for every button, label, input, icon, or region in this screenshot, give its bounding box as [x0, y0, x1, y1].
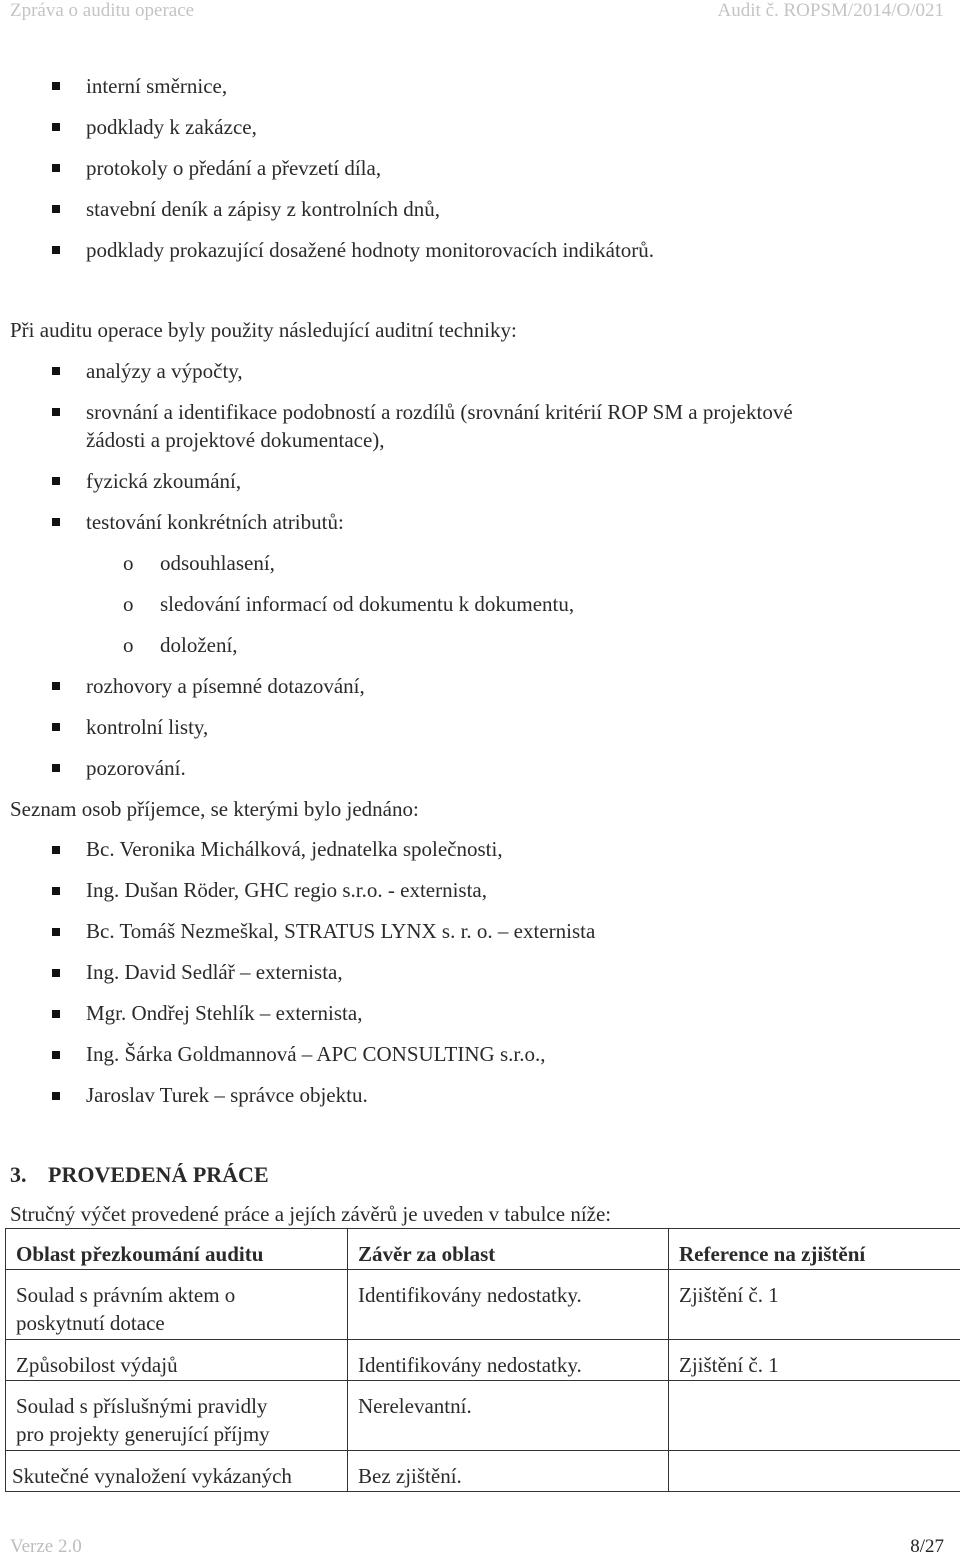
bullet-square-icon [52, 82, 60, 90]
header-audit-number: Audit č. ROPSM/2014/O/021 [718, 0, 944, 22]
sub-list-item: odsouhlasení, [160, 549, 275, 578]
table-cell-area [6, 1270, 348, 1340]
footer-page-number: 8/27 [910, 1536, 944, 1558]
table-row [6, 1451, 960, 1492]
techniques-intro: Při auditu operace byly použity následující auditní techniky: [10, 316, 517, 345]
list-item: Jaroslav Turek – správce objektu. [86, 1081, 368, 1110]
bullet-square-icon [52, 164, 60, 172]
bullet-square-icon [52, 123, 60, 131]
bullet-square-icon [52, 408, 60, 416]
bullet-square-icon [52, 928, 60, 936]
sub-bullet-marker: o [123, 590, 134, 619]
persons-intro: Seznam osob příjemce, se kterými bylo jednáno: [10, 795, 419, 824]
table-cell-reference [669, 1451, 960, 1492]
bullet-square-icon [52, 682, 60, 690]
list-item: Mgr. Ondřej Stehlík – externista, [86, 999, 362, 1028]
list-item: Ing. David Sedlář – externista, [86, 958, 343, 987]
bullet-square-icon [52, 1092, 60, 1100]
table-cell-area [6, 1451, 348, 1492]
bullet-square-icon [52, 367, 60, 375]
footer-version: Verze 2.0 [10, 1536, 82, 1558]
list-item: podklady prokazující dosažené hodnoty monitorovacích indikátorů. [86, 236, 654, 265]
section-heading [10, 1160, 269, 1189]
cell-text: Soulad s právním aktem o [16, 1283, 235, 1307]
sub-list-item: doložení, [160, 631, 238, 660]
list-item: Ing. Šárka Goldmannová – APC CONSULTING s.r.o., [86, 1040, 545, 1069]
list-item: Bc. Veronika Michálková, jednatelka společnosti, [86, 835, 503, 864]
column-header: Závěr za oblast [348, 1229, 669, 1270]
table-cell-conclusion: Identifikovány nedostatky. [348, 1270, 669, 1340]
column-header: Reference na zjištění [669, 1229, 960, 1270]
cell-text: Způsobilost výdajů [16, 1353, 178, 1377]
bullet-square-icon [52, 477, 60, 485]
bullet-square-icon [52, 846, 60, 854]
list-item: Ing. Dušan Röder, GHC regio s.r.o. - externista, [86, 876, 487, 905]
table-cell-reference: Zjištění č. 1 [669, 1340, 960, 1381]
list-item: fyzická zkoumání, [86, 467, 241, 496]
list-item: protokoly o předání a převzetí díla, [86, 154, 381, 183]
table-cell-area [6, 1381, 348, 1451]
sub-bullet-marker: o [123, 631, 134, 660]
cell-text: pro projekty generující příjmy [16, 1422, 270, 1446]
bullet-square-icon [52, 1010, 60, 1018]
cell-text: Soulad s příslušnými pravidly [16, 1394, 267, 1418]
bullet-square-icon [52, 246, 60, 254]
bullet-square-icon [52, 723, 60, 731]
table-cell-conclusion: Identifikovány nedostatky. [348, 1340, 669, 1381]
page-header [10, 0, 944, 24]
bullet-square-icon [52, 205, 60, 213]
table-header-row [6, 1229, 960, 1270]
list-item: rozhovory a písemné dotazování, [86, 672, 365, 701]
list-item: analýzy a výpočty, [86, 357, 243, 386]
column-header: Oblast přezkoumání auditu [6, 1229, 348, 1270]
table-cell-reference [669, 1381, 960, 1451]
list-item: stavební deník a zápisy z kontrolních dnů, [86, 195, 440, 224]
table-cell-conclusion: Bez zjištění. [348, 1451, 669, 1492]
table-intro: Stručný výčet provedené práce a jejích závěrů je uveden v tabulce níže: [10, 1200, 611, 1229]
bullet-square-icon [52, 887, 60, 895]
cell-text: poskytnutí dotace [16, 1311, 165, 1335]
work-summary-table [5, 1228, 960, 1492]
bullet-square-icon [52, 969, 60, 977]
list-item: Bc. Tomáš Nezmeškal, STRATUS LYNX s. r. o. – externista [86, 917, 595, 946]
bullet-square-icon [52, 1051, 60, 1059]
table-row [6, 1381, 960, 1451]
table-cell-area [6, 1340, 348, 1381]
cell-text: Skutečné vynaložení vykázaných [12, 1464, 292, 1488]
section-number: 3. [10, 1160, 48, 1189]
table-cell-conclusion: Nerelevantní. [348, 1381, 669, 1451]
list-item: testování konkrétních atributů: [86, 508, 344, 537]
bullet-square-icon [52, 518, 60, 526]
sub-bullet-marker: o [123, 549, 134, 578]
table-cell-reference: Zjištění č. 1 [669, 1270, 960, 1340]
list-item: interní směrnice, [86, 72, 227, 101]
section-title: PROVEDENÁ PRÁCE [48, 1162, 269, 1187]
table-row [6, 1340, 960, 1381]
header-title: Zpráva o auditu operace [10, 0, 194, 22]
bullet-square-icon [52, 764, 60, 772]
table-row [6, 1270, 960, 1340]
list-item: podklady k zakázce, [86, 113, 257, 142]
sub-list-item: sledování informací od dokumentu k dokumentu, [160, 590, 574, 619]
list-item: kontrolní listy, [86, 713, 208, 742]
list-item: srovnání a identifikace podobností a rozdílů (srovnání kritérií ROP SM a projektové [86, 398, 793, 427]
list-item: pozorování. [86, 754, 186, 783]
list-item-continuation: žádosti a projektové dokumentace), [86, 426, 385, 455]
